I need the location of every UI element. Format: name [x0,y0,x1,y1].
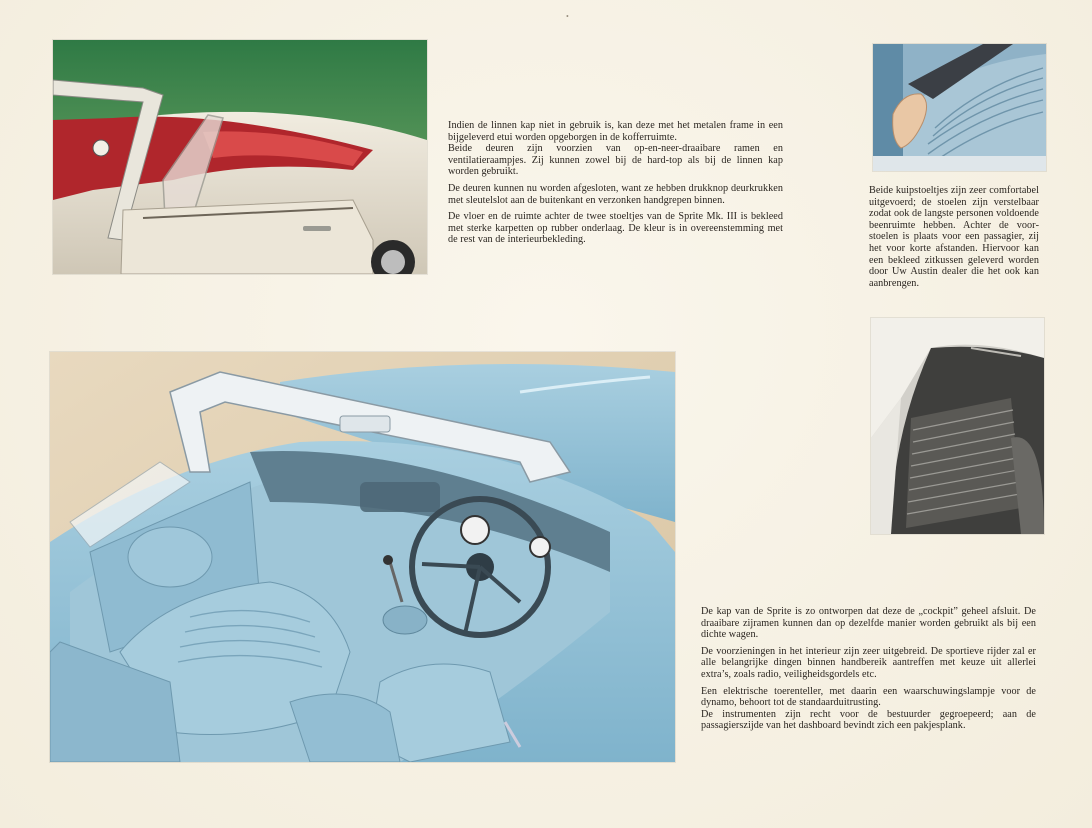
page-mark: • [566,12,569,21]
paragraph-windows: Beide deuren zijn voorzien van op-en-neer-draaibare ramen en ventilatieraampjes. Zij kunnen zowel bij de hard-top als bij de linnen kap worden gebruikt. [448,143,783,178]
cockpit-illustration [50,352,675,762]
text-block-hood-doors [448,120,783,251]
rear-space-illustration [871,318,1044,534]
car-door-red-interior-icon [53,40,427,274]
paragraph-instruments: De instrumenten zijn recht voor de bestuurder gegroepeerd; aan de passagierszijde van het dashboard bevindt zich een pakjesplank. [701,708,1036,732]
rear-luggage-space-icon [871,318,1044,534]
paragraph-interior-features: De voorzieningen in het interieur zijn zeer uitgebreid. De sportieve rijder zal er alle belangrijke dingen binnen handbereik aantreffen met keuze uit allerlei extra’s, zoals radio, veiligheidsgordels etc. [701,645,1036,680]
paragraph-hood-storage: Indien de linnen kap niet in gebruik is, kan deze met het metalen frame in een bijgeleverd etui worden opgeborgen in de kofferruimte. [448,120,783,143]
paragraph-cockpit-hood: De kap van de Sprite is zo ontworpen dat deze de „cockpit” geheel afsluit. De draaibare zijramen kunnen dan op dezelfde manier worden gebruikt als bij een dichte wagen. [701,606,1036,641]
seat-back-illustration [873,44,1046,171]
paragraph-floor-carpets: De vloer en de ruimte achter de twee stoeltjes van de Sprite Mk. III is bekleed met sterke karpetten op rubber onderlaag. De kleur is in overeenstemming met de rest van de interieurbekleding. [448,211,783,246]
text-block-seats [869,185,1039,294]
cockpit-overview-icon [50,352,675,762]
text-block-cockpit [701,606,1036,737]
paragraph-seats: Beide kuipstoeltjes zijn zeer comfortabel uitgevoerd; de stoelen zijn verstelbaar zodat ook de langste personen voldoende beenruimte hebben. Achter de voorstoelen is plaats voor een passagier, zij het voor korte afstanden. Hiervoor kan een bekleed zitkussen geleverd worden door Uw Austin dealer die het ook kan aanbrengen. [869,185,1039,289]
seat-back-hand-icon [873,44,1046,171]
paragraph-tachometer: Een elektrische toerenteller, met daarin een waarschuwingslampje voor de dynamo, behoort tot de standaarduitrusting. [701,685,1036,709]
paragraph-door-locks: De deuren kunnen nu worden afgesloten, want ze hebben drukknop deurkrukken met sleutelslot aan de buitenkant en verzonken handgrepen binnen. [448,182,783,206]
car-door-illustration [53,40,427,274]
